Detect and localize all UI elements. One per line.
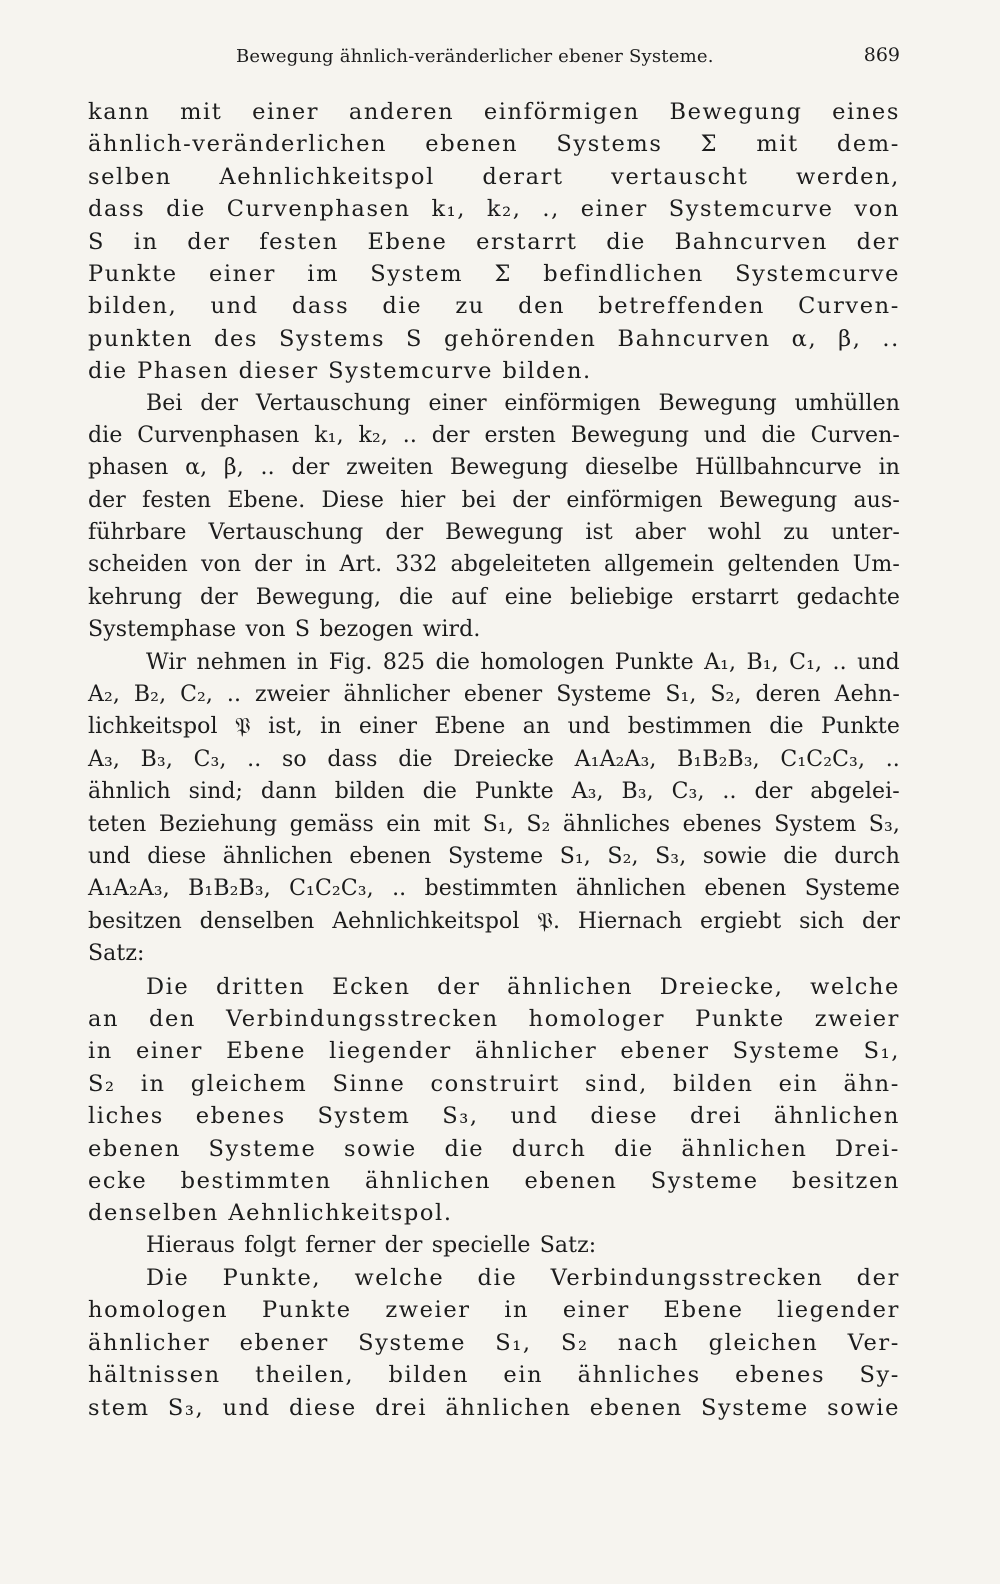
text-line: an den Verbindungsstrecken homologer Punkte zweier xyxy=(88,1005,900,1032)
text-line: in einer Ebene liegender ähnlicher ebener Systeme S₁, xyxy=(88,1038,900,1065)
text-line: die Phasen dieser Systemcurve bilden. xyxy=(88,358,592,385)
text-line: kehrung der Bewegung, die auf eine beliebige erstarrt gedachte xyxy=(88,584,900,610)
text-line: führbare Vertauschung der Bewegung ist aber wohl zu unter- xyxy=(88,520,900,546)
text-line: besitzen denselben Aehnlichkeitspol 𝔓. Hiernach ergiebt sich der xyxy=(88,908,900,934)
text-line: die Curvenphasen k₁, k₂, .. der ersten Bewegung und die Curven- xyxy=(88,422,900,448)
text-line: der festen Ebene. Diese hier bei der einförmigen Bewegung aus- xyxy=(88,487,900,513)
body-text xyxy=(88,96,900,1424)
text-line: Satz: xyxy=(88,941,145,967)
text-line: dass die Curvenphasen k₁, k₂, ., einer Systemcurve von xyxy=(88,196,900,223)
text-line: ebenen Systeme sowie die durch die ähnlichen Drei- xyxy=(88,1135,900,1162)
text-line: S₂ in gleichem Sinne construirt sind, bilden ein ähn- xyxy=(88,1070,900,1097)
text-line: A₂, B₂, C₂, .. zweier ähnlicher ebener Systeme S₁, S₂, deren Aehn- xyxy=(88,682,900,708)
running-head xyxy=(88,40,900,80)
text-line: hältnissen theilen, bilden ein ähnliches ebenes Sy- xyxy=(88,1362,900,1389)
page-number: 869 xyxy=(863,44,900,66)
text-line: homologen Punkte zweier in einer Ebene liegender xyxy=(88,1297,900,1324)
text-line: Punkte einer im System Σ befindlichen Systemcurve xyxy=(88,260,900,287)
text-line: S in der festen Ebene erstarrt die Bahncurven der xyxy=(88,228,900,255)
text-line: A₁A₂A₃, B₁B₂B₃, C₁C₂C₃, .. bestimmten ähnlichen ebenen Systeme xyxy=(88,876,900,902)
text-line: ähnlich-veränderlichen ebenen Systems Σ mit dem- xyxy=(88,131,900,158)
text-line: lichkeitspol 𝔓 ist, in einer Ebene an und bestimmen die Punkte xyxy=(88,714,900,740)
text-line: kann mit einer anderen einförmigen Bewegung eines xyxy=(88,99,900,125)
text-line: Bei der Vertauschung einer einförmigen Bewegung umhüllen xyxy=(146,390,900,416)
text-line: stem S₃, und diese drei ähnlichen ebenen Systeme sowie xyxy=(88,1394,900,1421)
text-line: scheiden von der in Art. 332 abgeleiteten allgemein geltenden Um- xyxy=(88,552,900,578)
text-line: denselben Aehnlichkeitspol. xyxy=(88,1200,453,1227)
text-line: Hieraus folgt ferner der specielle Satz: xyxy=(146,1232,597,1258)
text-line: bilden, und dass die zu den betreffenden Curven- xyxy=(88,293,900,320)
text-line: phasen α, β, .. der zweiten Bewegung dieselbe Hüllbahncurve in xyxy=(88,455,900,481)
text-line: punkten des Systems S gehörenden Bahncurven α, β, .. xyxy=(88,325,900,352)
text-line: liches ebenes System S₃, und diese drei ähnlichen xyxy=(88,1103,900,1130)
running-title: Bewegung ähnlich-veränderlicher ebener Systeme. xyxy=(236,46,714,67)
text-line: ecke bestimmten ähnlichen ebenen Systeme besitzen xyxy=(88,1167,900,1194)
text-line: Systemphase von S bezogen wird. xyxy=(88,617,481,643)
text-line: A₃, B₃, C₃, .. so dass die Dreiecke A₁A₂A₃, B₁B₂B₃, C₁C₂C₃, .. xyxy=(88,746,900,772)
text-line: ähnlicher ebener Systeme S₁, S₂ nach gleichen Ver- xyxy=(88,1329,900,1356)
text-line: teten Beziehung gemäss ein mit S₁, S₂ ähnliches ebenes System S₃, xyxy=(88,811,900,837)
text-line: und diese ähnlichen ebenen Systeme S₁, S₂, S₃, sowie die durch xyxy=(88,843,900,869)
text-line: Die dritten Ecken der ähnlichen Dreiecke, welche xyxy=(146,973,900,1000)
text-line: Wir nehmen in Fig. 825 die homologen Punkte A₁, B₁, C₁, .. und xyxy=(146,649,900,675)
text-line: ähnlich sind; dann bilden die Punkte A₃, B₃, C₃, .. der abgelei- xyxy=(88,779,900,805)
text-line: Die Punkte, welche die Verbindungsstrecken der xyxy=(146,1265,900,1292)
text-line: selben Aehnlichkeitspol derart vertauscht werden, xyxy=(88,163,900,190)
